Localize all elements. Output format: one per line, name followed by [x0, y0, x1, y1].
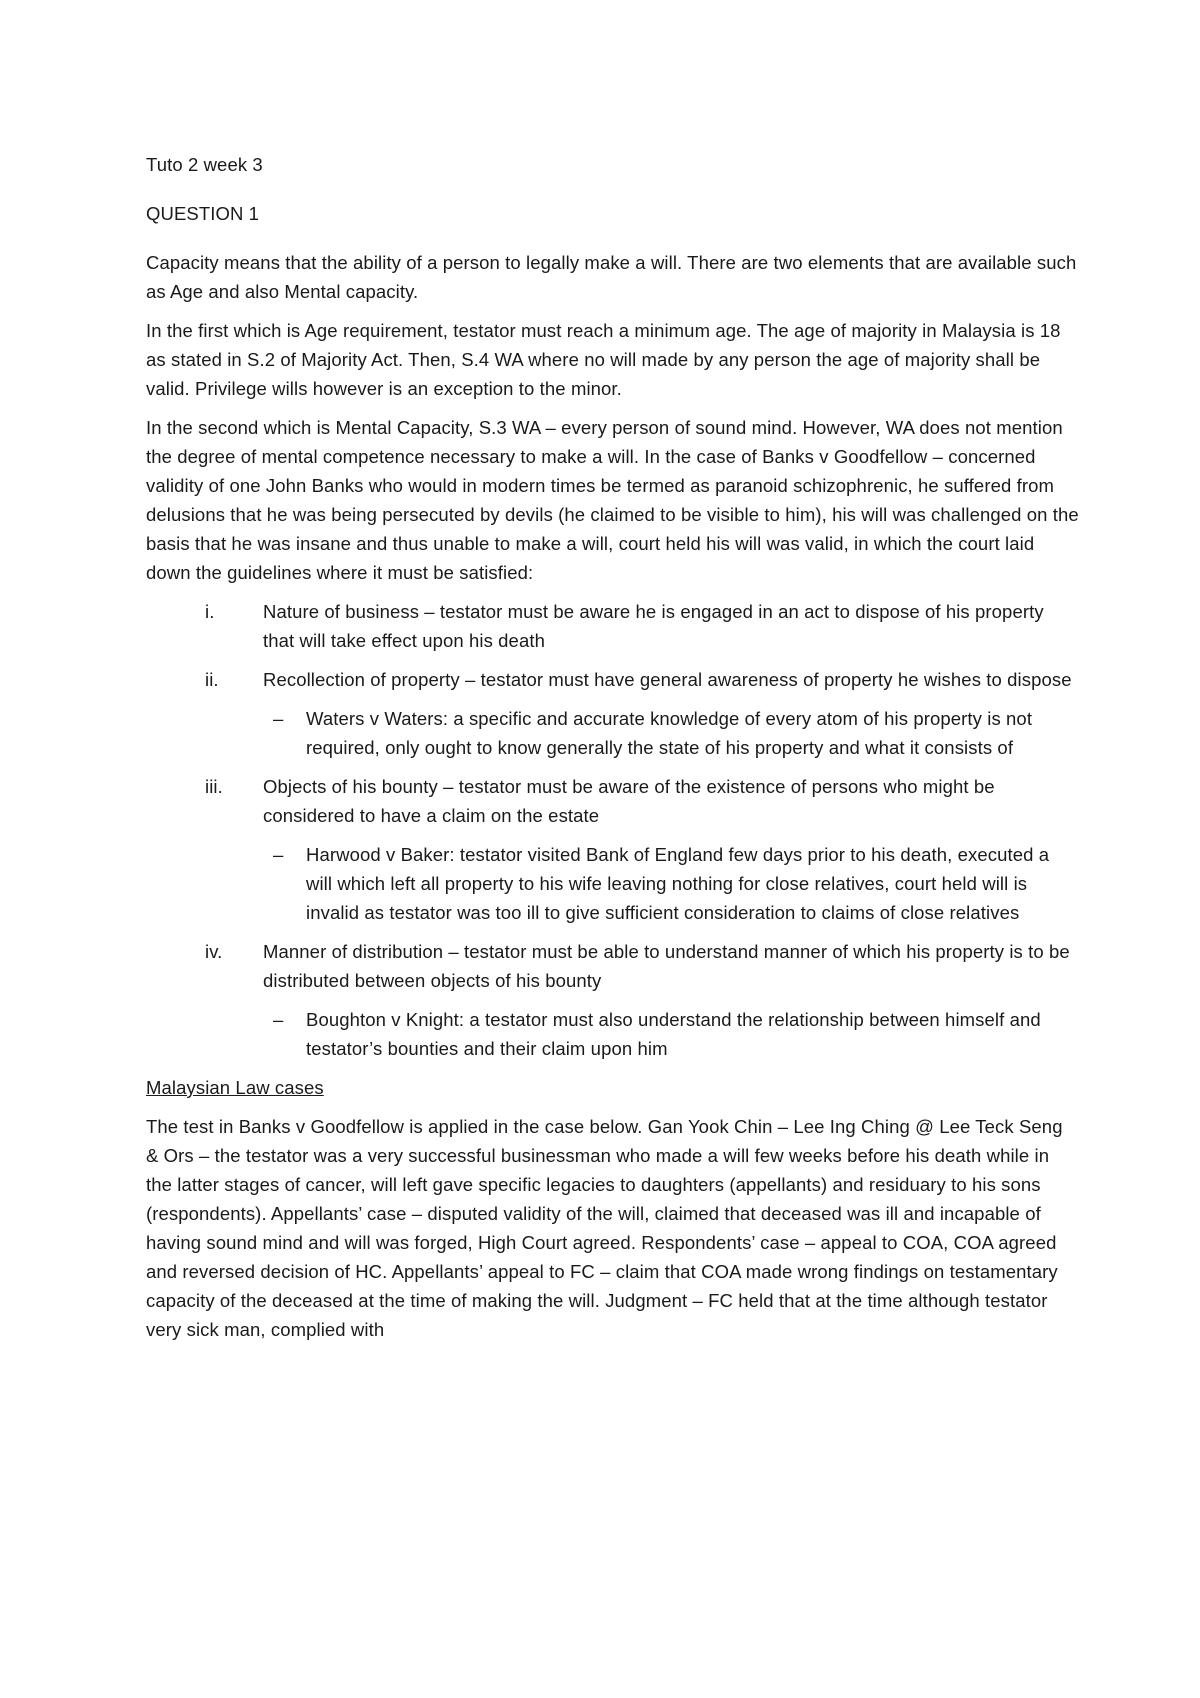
sub-item-text: Harwood v Baker: testator visited Bank of England few days prior to his death, executed a will which left all property to his wife leaving nothing for close relatives, court held will is invalid as testator was too ill to give sufficient consideration to claims of close relatives [306, 844, 1050, 923]
section-heading-malaysian-law: Malaysian Law cases [146, 1077, 324, 1098]
paragraph-capacity: Capacity means that the ability of a person to legally make a will. There are two elements that are available such as Age and also Mental capacity. [146, 252, 1077, 302]
dash-bullet: – [273, 708, 284, 729]
list-numeral: i. [205, 601, 215, 622]
document-title: Tuto 2 week 3 [146, 154, 263, 175]
dash-bullet: – [273, 844, 284, 865]
list-item-recollection-of-property [146, 665, 1080, 694]
list-item-objects-of-bounty [146, 772, 1080, 830]
list-item-text: Nature of business – testator must be aware he is engaged in an act to dispose of his property that will take effect upon his death [263, 601, 1044, 651]
list-item-nature-of-business [146, 597, 1080, 655]
list-item-text: Objects of his bounty – testator must be aware of the existence of persons who might be considered to have a claim on the estate [263, 776, 995, 826]
question-heading: QUESTION 1 [146, 203, 260, 224]
list-item-manner-of-distribution [146, 937, 1080, 995]
list-numeral: iv. [205, 941, 223, 962]
list-numeral: iii. [205, 776, 223, 797]
paragraph-age: In the first which is Age requirement, testator must reach a minimum age. The age of majority in Malaysia is 18 as stated in S.2 of Majority Act. Then, S.4 WA where no will made by any person the age of majority shall be valid. Privilege wills however is an exception to the minor. [146, 320, 1061, 399]
sub-item-text: Waters v Waters: a specific and accurate knowledge of every atom of his property is not required, only ought to know generally the state of his property and what it consists of [306, 708, 1033, 758]
list-item-text: Manner of distribution – testator must be able to understand manner of which his property is to be distributed between objects of his bounty [263, 941, 1070, 991]
list-numeral: ii. [205, 669, 219, 690]
paragraph-mental-capacity: In the second which is Mental Capacity, S.3 WA – every person of sound mind. However, WA does not mention the degree of mental competence necessary to make a will. In the case of Banks v Goodfellow – concerned validity of one John Banks who would in modern times be termed as paranoid schizophrenic, he suffered from delusions that he was being persecuted by devils (he claimed to be visible to him), his will was challenged on the basis that he was insane and thus unable to make a will, court held his will was valid, in which the court laid down the guidelines where it must be satisfied: [146, 417, 1079, 583]
list-item-text: Recollection of property – testator must have general awareness of property he wishes to dispose [263, 669, 1072, 690]
sub-item-harwood-v-baker [146, 840, 1080, 927]
sub-item-boughton-v-knight [146, 1005, 1080, 1063]
paragraph-malaysian-case: The test in Banks v Goodfellow is applied in the case below. Gan Yook Chin – Lee Ing Ching @ Lee Teck Seng & Ors – the testator was a very successful businessman who made a will few weeks before his death while in the latter stages of cancer, will left gave specific legacies to daughters (appellants) and residuary to his sons (respondents). Appellants’ case – disputed validity of the will, claimed that deceased was ill and incapable of having sound mind and will was forged, High Court agreed. Respondents’ case – appeal to COA, COA agreed and reversed decision of HC. Appellants’ appeal to FC – claim that COA made wrong findings on testamentary capacity of the deceased at the time of making the will. Judgment – FC held that at the time although testator very sick man, complied with [146, 1116, 1063, 1340]
sub-item-waters-v-waters [146, 704, 1080, 762]
dash-bullet: – [273, 1009, 284, 1030]
sub-item-text: Boughton v Knight: a testator must also understand the relationship between himself and testator’s bounties and their claim upon him [306, 1009, 1041, 1059]
